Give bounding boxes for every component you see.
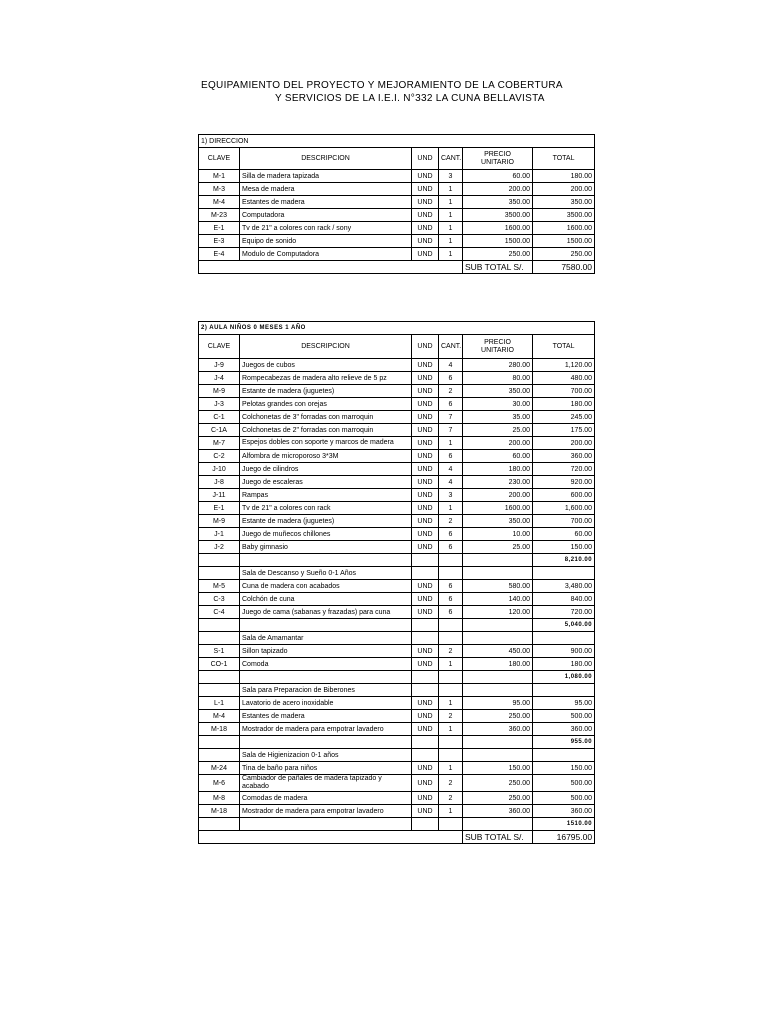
item-und: UND <box>412 411 439 424</box>
item-total: 1500.00 <box>533 235 595 248</box>
item-total: 1,600.00 <box>533 502 595 515</box>
item-cant: 6 <box>439 398 463 411</box>
item-und: UND <box>412 541 439 554</box>
item-und: UND <box>412 606 439 619</box>
item-precio: 200.00 <box>463 437 533 450</box>
item-precio: 250.00 <box>463 710 533 723</box>
item-cant: 1 <box>439 762 463 775</box>
item-und: UND <box>412 170 439 183</box>
item-total: 500.00 <box>533 710 595 723</box>
item-descripcion: Mostrador de madera para empotrar lavadero <box>240 723 412 736</box>
item-descripcion: Tv de 21" a colores con rack / sony <box>240 222 412 235</box>
item-descripcion: Silla de madera tapizada <box>240 170 412 183</box>
header-cant: CANT. <box>439 335 463 359</box>
item-descripcion: Juego de cama (sabanas y frazadas) para cuna <box>240 606 412 619</box>
item-precio: 360.00 <box>463 723 533 736</box>
item-cant: 1 <box>439 222 463 235</box>
header-total: TOTAL <box>533 148 595 170</box>
item-und: UND <box>412 515 439 528</box>
item-cant: 1 <box>439 658 463 671</box>
item-clave: M-5 <box>199 580 240 593</box>
item-clave: M-18 <box>199 723 240 736</box>
item-descripcion: Comoda <box>240 658 412 671</box>
subtotal-value: 7580.00 <box>533 261 595 274</box>
item-descripcion: Estante de madera (juguetes) <box>240 385 412 398</box>
item-clave: M-1 <box>199 170 240 183</box>
item-clave: E-4 <box>199 248 240 261</box>
header-clave: CLAVE <box>199 148 240 170</box>
item-precio: 200.00 <box>463 183 533 196</box>
table-row <box>199 502 595 515</box>
item-total: 500.00 <box>533 775 595 792</box>
table-row <box>199 411 595 424</box>
item-precio: 140.00 <box>463 593 533 606</box>
item-total: 150.00 <box>533 541 595 554</box>
item-cant: 1 <box>439 502 463 515</box>
item-precio: 580.00 <box>463 580 533 593</box>
item-cant: 4 <box>439 463 463 476</box>
item-cant: 2 <box>439 385 463 398</box>
table-row <box>199 805 595 818</box>
group-total: 5,040.00 <box>533 619 595 632</box>
item-und: UND <box>412 593 439 606</box>
item-cant: 6 <box>439 528 463 541</box>
item-descripcion: Cuna de madera con acabados <box>240 580 412 593</box>
item-precio: 200.00 <box>463 489 533 502</box>
item-precio: 35.00 <box>463 411 533 424</box>
table-row <box>199 170 595 183</box>
group-name: Sala de Higienizacion 0-1 años <box>240 749 412 762</box>
table-row <box>199 697 595 710</box>
item-total: 840.00 <box>533 593 595 606</box>
header-unitario: UNITARIO <box>481 158 514 166</box>
table-row <box>199 775 595 792</box>
section-name: 1) DIRECCION <box>199 135 595 148</box>
item-precio: 10.00 <box>463 528 533 541</box>
table-row <box>199 541 595 554</box>
table-row <box>199 723 595 736</box>
item-descripcion: Estante de madera (juguetes) <box>240 515 412 528</box>
item-clave: M-24 <box>199 762 240 775</box>
group-name: Sala de Amamantar <box>240 632 412 645</box>
item-total: 175.00 <box>533 424 595 437</box>
table-row <box>199 762 595 775</box>
item-descripcion: Juegos de cubos <box>240 359 412 372</box>
item-total: 720.00 <box>533 606 595 619</box>
item-clave: J-1 <box>199 528 240 541</box>
item-cant: 6 <box>439 593 463 606</box>
header-precio-unitario <box>463 335 533 359</box>
item-total: 250.00 <box>533 248 595 261</box>
section-name: 2) AULA NIÑOS 0 MESES 1 AÑO <box>199 322 595 335</box>
item-cant: 2 <box>439 710 463 723</box>
item-cant: 1 <box>439 805 463 818</box>
item-precio: 120.00 <box>463 606 533 619</box>
table-row <box>199 424 595 437</box>
table-row <box>199 385 595 398</box>
table-row <box>199 528 595 541</box>
item-cant: 6 <box>439 450 463 463</box>
item-total: 3500.00 <box>533 209 595 222</box>
header-und: UND <box>412 148 439 170</box>
table-row <box>199 580 595 593</box>
item-clave: M-4 <box>199 710 240 723</box>
item-und: UND <box>412 580 439 593</box>
item-clave: M-4 <box>199 196 240 209</box>
table-row <box>199 450 595 463</box>
table-row <box>199 209 595 222</box>
item-descripcion: Mesa de madera <box>240 183 412 196</box>
item-cant: 1 <box>439 723 463 736</box>
table-row <box>199 792 595 805</box>
item-total: 1,120.00 <box>533 359 595 372</box>
item-clave: C-4 <box>199 606 240 619</box>
item-clave: J-9 <box>199 359 240 372</box>
item-total: 360.00 <box>533 450 595 463</box>
item-cant: 1 <box>439 697 463 710</box>
item-total: 700.00 <box>533 385 595 398</box>
item-descripcion: Estantes de madera <box>240 196 412 209</box>
item-precio: 1600.00 <box>463 222 533 235</box>
group1-rows <box>199 359 595 554</box>
item-total: 480.00 <box>533 372 595 385</box>
item-und: UND <box>412 450 439 463</box>
item-precio: 60.00 <box>463 450 533 463</box>
table-row <box>199 437 595 450</box>
item-cant: 1 <box>439 235 463 248</box>
table-row <box>199 593 595 606</box>
item-cant: 6 <box>439 606 463 619</box>
item-clave: J-8 <box>199 476 240 489</box>
item-descripcion: Tv de 21" a colores con rack <box>240 502 412 515</box>
item-precio: 150.00 <box>463 762 533 775</box>
header-und: UND <box>412 335 439 359</box>
item-precio: 180.00 <box>463 463 533 476</box>
item-clave: C-1 <box>199 411 240 424</box>
item-und: UND <box>412 528 439 541</box>
item-total: 245.00 <box>533 411 595 424</box>
item-und: UND <box>412 476 439 489</box>
item-clave: J-4 <box>199 372 240 385</box>
item-clave: M-3 <box>199 183 240 196</box>
header-precio-unitario <box>463 148 533 170</box>
item-descripcion: Sillon tapizado <box>240 645 412 658</box>
table-row <box>199 222 595 235</box>
group2-rows <box>199 580 595 619</box>
aula-table <box>198 321 595 844</box>
subtotal-value: 16795.00 <box>533 831 595 844</box>
table-row <box>199 515 595 528</box>
item-clave: C-1A <box>199 424 240 437</box>
item-descripcion: Tina de baño para niños <box>240 762 412 775</box>
item-descripcion: Mostrador de madera para empotrar lavadero <box>240 805 412 818</box>
item-descripcion: Colchonetas de 2" forradas con marroquin <box>240 424 412 437</box>
item-total: 700.00 <box>533 515 595 528</box>
item-und: UND <box>412 762 439 775</box>
item-precio: 95.00 <box>463 697 533 710</box>
item-total: 3,480.00 <box>533 580 595 593</box>
table-row <box>199 235 595 248</box>
item-total: 350.00 <box>533 196 595 209</box>
item-descripcion: Computadora <box>240 209 412 222</box>
item-precio: 180.00 <box>463 658 533 671</box>
item-clave: M-9 <box>199 515 240 528</box>
group-total: 8,210.00 <box>533 554 595 567</box>
header-descripcion: DESCRIPCION <box>240 148 412 170</box>
item-total: 600.00 <box>533 489 595 502</box>
item-cant: 1 <box>439 183 463 196</box>
item-precio: 60.00 <box>463 170 533 183</box>
item-cant: 2 <box>439 645 463 658</box>
table-row <box>199 606 595 619</box>
item-precio: 350.00 <box>463 515 533 528</box>
item-clave: S-1 <box>199 645 240 658</box>
table-row <box>199 196 595 209</box>
table-row <box>199 658 595 671</box>
item-und: UND <box>412 209 439 222</box>
item-descripcion: Equipo de sonido <box>240 235 412 248</box>
item-und: UND <box>412 697 439 710</box>
item-descripcion: Alfombra de microporoso 3*3M <box>240 450 412 463</box>
item-precio: 230.00 <box>463 476 533 489</box>
item-und: UND <box>412 235 439 248</box>
table-row <box>199 372 595 385</box>
item-cant: 2 <box>439 792 463 805</box>
item-clave: J-3 <box>199 398 240 411</box>
item-descripcion: Juego de cilindros <box>240 463 412 476</box>
item-descripcion: Rompecabezas de madera alto relieve de 5 pz <box>240 372 412 385</box>
item-cant: 6 <box>439 372 463 385</box>
item-und: UND <box>412 359 439 372</box>
item-cant: 7 <box>439 411 463 424</box>
item-total: 720.00 <box>533 463 595 476</box>
item-clave: E-3 <box>199 235 240 248</box>
item-precio: 350.00 <box>463 196 533 209</box>
item-total: 200.00 <box>533 437 595 450</box>
item-clave: M-9 <box>199 385 240 398</box>
item-und: UND <box>412 489 439 502</box>
item-und: UND <box>412 805 439 818</box>
item-und: UND <box>412 658 439 671</box>
item-und: UND <box>412 645 439 658</box>
title-line-1: EQUIPAMIENTO DEL PROYECTO Y MEJORAMIENTO DE LA COBERTURA <box>201 80 563 91</box>
header-unitario: UNITARIO <box>481 346 514 354</box>
item-cant: 3 <box>439 170 463 183</box>
item-clave: C-3 <box>199 593 240 606</box>
item-cant: 3 <box>439 489 463 502</box>
item-precio: 1600.00 <box>463 502 533 515</box>
item-und: UND <box>412 385 439 398</box>
item-descripcion: Colchonetas de 3" forradas con marroquin <box>240 411 412 424</box>
table-row <box>199 398 595 411</box>
group5-rows <box>199 762 595 818</box>
item-precio: 25.00 <box>463 541 533 554</box>
item-descripcion: Lavatorio de acero inoxidable <box>240 697 412 710</box>
item-clave: M-18 <box>199 805 240 818</box>
item-total: 150.00 <box>533 762 595 775</box>
item-total: 60.00 <box>533 528 595 541</box>
group-name: Sala para Preparacion de Biberones <box>240 684 412 697</box>
item-descripcion: Colchón de cuna <box>240 593 412 606</box>
item-cant: 1 <box>439 209 463 222</box>
group4-rows <box>199 697 595 736</box>
item-precio: 25.00 <box>463 424 533 437</box>
item-descripcion: Cambiador de pañales de madera tapizado y acabado <box>240 775 412 792</box>
header-clave: CLAVE <box>199 335 240 359</box>
item-total: 360.00 <box>533 805 595 818</box>
item-und: UND <box>412 248 439 261</box>
item-und: UND <box>412 424 439 437</box>
item-clave: E-1 <box>199 502 240 515</box>
item-cant: 2 <box>439 775 463 792</box>
item-und: UND <box>412 437 439 450</box>
table-row <box>199 359 595 372</box>
item-und: UND <box>412 183 439 196</box>
item-cant: 6 <box>439 541 463 554</box>
table-row <box>199 645 595 658</box>
item-descripcion: Juego de muñecos chillones <box>240 528 412 541</box>
item-total: 500.00 <box>533 792 595 805</box>
item-clave: E-1 <box>199 222 240 235</box>
item-clave: M-23 <box>199 209 240 222</box>
subtotal-label: SUB TOTAL S/. <box>463 261 533 274</box>
item-descripcion: Pelotas grandes con orejas <box>240 398 412 411</box>
item-cant: 4 <box>439 359 463 372</box>
subtotal-label: SUB TOTAL S/. <box>463 831 533 844</box>
table-row <box>199 489 595 502</box>
item-precio: 250.00 <box>463 248 533 261</box>
item-und: UND <box>412 502 439 515</box>
item-clave: M-7 <box>199 437 240 450</box>
title-line-2: Y SERVICIOS DE LA I.E.I. N°332 LA CUNA BELLAVISTA <box>275 93 545 104</box>
table-row <box>199 710 595 723</box>
table-row <box>199 463 595 476</box>
item-total: 180.00 <box>533 398 595 411</box>
item-und: UND <box>412 463 439 476</box>
item-cant: 2 <box>439 515 463 528</box>
table-row <box>199 476 595 489</box>
item-precio: 450.00 <box>463 645 533 658</box>
item-precio: 350.00 <box>463 385 533 398</box>
item-cant: 6 <box>439 580 463 593</box>
item-und: UND <box>412 723 439 736</box>
item-precio: 80.00 <box>463 372 533 385</box>
item-total: 200.00 <box>533 183 595 196</box>
item-precio: 250.00 <box>463 775 533 792</box>
group-total: 1510.00 <box>533 818 595 831</box>
header-precio: PRECIO <box>484 150 511 158</box>
item-precio: 360.00 <box>463 805 533 818</box>
item-precio: 280.00 <box>463 359 533 372</box>
item-cant: 1 <box>439 437 463 450</box>
item-und: UND <box>412 372 439 385</box>
group3-rows <box>199 645 595 671</box>
group-total: 1,080.00 <box>533 671 595 684</box>
item-und: UND <box>412 196 439 209</box>
item-clave: J-2 <box>199 541 240 554</box>
item-cant: 7 <box>439 424 463 437</box>
item-total: 900.00 <box>533 645 595 658</box>
item-total: 920.00 <box>533 476 595 489</box>
item-descripcion: Comodas de madera <box>240 792 412 805</box>
item-precio: 250.00 <box>463 792 533 805</box>
item-cant: 1 <box>439 248 463 261</box>
item-clave: L-1 <box>199 697 240 710</box>
header-precio: PRECIO <box>484 338 511 346</box>
item-descripcion: Juego de escaleras <box>240 476 412 489</box>
item-total: 180.00 <box>533 658 595 671</box>
item-descripcion: Baby gimnasio <box>240 541 412 554</box>
item-descripcion: Espejos dobles con soporte y marcos de madera <box>240 437 412 450</box>
item-cant: 4 <box>439 476 463 489</box>
item-precio: 1500.00 <box>463 235 533 248</box>
item-precio: 3500.00 <box>463 209 533 222</box>
item-precio: 30.00 <box>463 398 533 411</box>
item-clave: J-10 <box>199 463 240 476</box>
item-total: 1600.00 <box>533 222 595 235</box>
item-und: UND <box>412 792 439 805</box>
item-und: UND <box>412 775 439 792</box>
group-total: 955.00 <box>533 736 595 749</box>
item-und: UND <box>412 222 439 235</box>
item-clave: CO-1 <box>199 658 240 671</box>
item-descripcion: Modulo de Computadora <box>240 248 412 261</box>
item-descripcion: Rampas <box>240 489 412 502</box>
item-total: 180.00 <box>533 170 595 183</box>
item-total: 95.00 <box>533 697 595 710</box>
header-descripcion: DESCRIPCION <box>240 335 412 359</box>
item-total: 360.00 <box>533 723 595 736</box>
item-clave: M-8 <box>199 792 240 805</box>
header-total: TOTAL <box>533 335 595 359</box>
item-clave: M-6 <box>199 775 240 792</box>
item-descripcion: Estantes de madera <box>240 710 412 723</box>
item-cant: 1 <box>439 196 463 209</box>
table-row <box>199 183 595 196</box>
item-und: UND <box>412 710 439 723</box>
table-row <box>199 248 595 261</box>
group-name: Sala de Descanso y Sueño 0-1 Años <box>240 567 412 580</box>
direccion-table <box>198 134 595 274</box>
header-cant: CANT. <box>439 148 463 170</box>
section1-rows <box>199 170 595 261</box>
item-clave: C-2 <box>199 450 240 463</box>
item-clave: J-11 <box>199 489 240 502</box>
item-und: UND <box>412 398 439 411</box>
